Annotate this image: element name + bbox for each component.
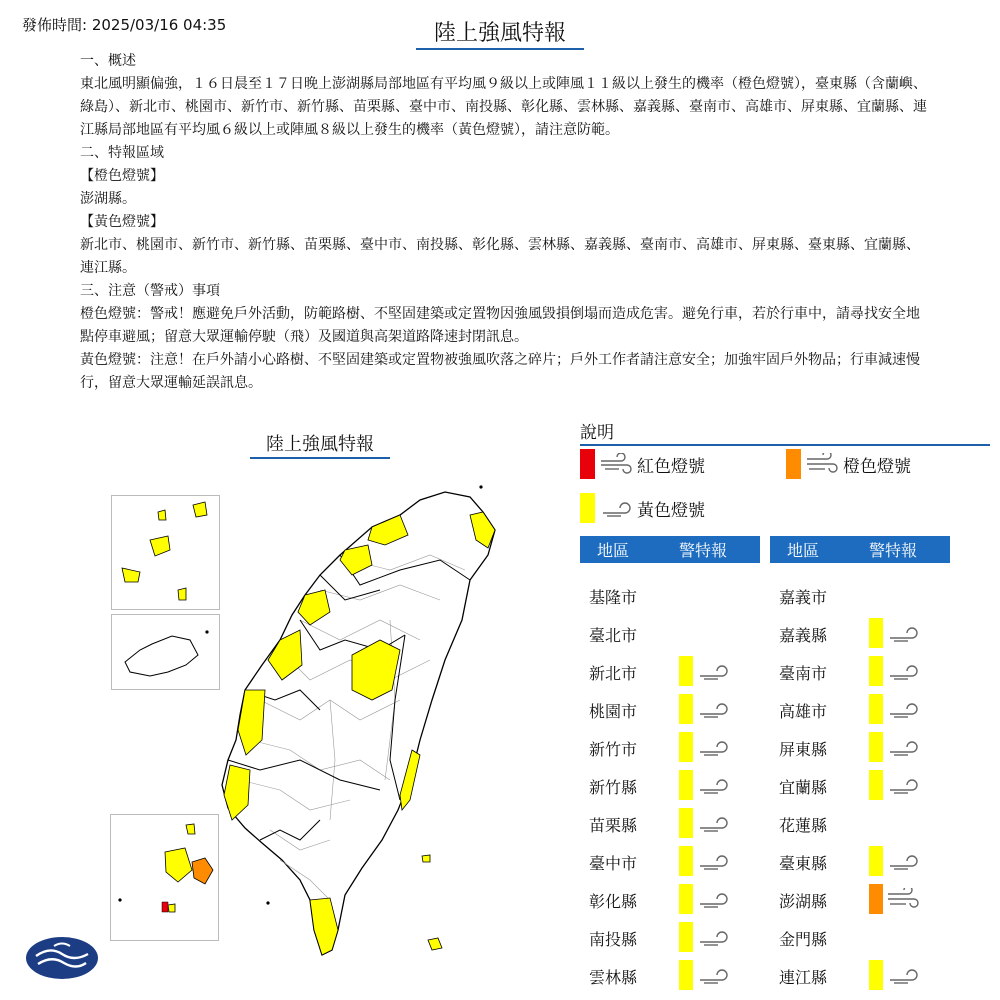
county-row [770, 618, 950, 648]
legend-red-swatch [580, 449, 595, 479]
county-name: 雲林縣 [589, 968, 638, 987]
yellow-zone-matsu-1 [122, 568, 140, 582]
county-name: 金門縣 [779, 930, 828, 949]
orange-label: 【橙色燈號】 [80, 168, 164, 184]
county-name: 基隆市 [589, 588, 638, 607]
county-row [770, 694, 950, 724]
county-name: 臺北市 [589, 626, 638, 645]
warning-level-swatch [679, 732, 693, 762]
col-area-label: 地區 [596, 541, 629, 560]
islet-marker [118, 898, 121, 901]
orange-notice: 橙色燈號：警戒！應避免戶外活動，防範路樹、不堅固建築或定置物因強風毀損倒塌而造成危害。避免行車，若於行車中，請尋找安全地點停車避風；留意大眾運輸停駛（飛）及國道與高架道路降速封閉訊息。 [80, 306, 920, 345]
red-zone-penghu-small [162, 902, 168, 912]
yellow-zone-penghu-2 [186, 824, 195, 834]
county-row [580, 960, 760, 990]
strong-wind-icon [599, 453, 633, 475]
islet-marker [266, 901, 269, 904]
wind-icon [886, 964, 920, 986]
warning-level-swatch [869, 732, 883, 762]
county-name: 臺南市 [779, 664, 828, 683]
county-row [770, 732, 950, 762]
wind-icon [886, 698, 920, 720]
warning-level-swatch [869, 656, 883, 686]
legend-orange-label: 橙色燈號 [843, 456, 911, 477]
warning-level-swatch [869, 770, 883, 800]
orange-areas: 澎湖縣。 [80, 191, 136, 207]
county-name: 桃園市 [589, 702, 638, 721]
county-row [580, 770, 760, 800]
county-name: 苗栗縣 [589, 816, 638, 835]
county-name: 花蓮縣 [779, 816, 828, 835]
warning-level-swatch [679, 846, 693, 876]
legend-yellow-label: 黃色燈號 [637, 500, 705, 521]
page-title: 陸上強風特報 [416, 16, 584, 50]
warning-level-swatch [679, 922, 693, 952]
wind-icon [886, 660, 920, 682]
warning-level-swatch [869, 960, 883, 990]
county-row [580, 580, 760, 610]
issue-time: 發佈時間: 2025/03/16 04:35 [22, 16, 227, 34]
yellow-zone-penghu-3 [168, 904, 175, 912]
strong-wind-icon [886, 888, 920, 910]
county-name: 彰化縣 [589, 892, 638, 911]
county-row [770, 846, 950, 876]
county-row [580, 656, 760, 686]
wind-icon [696, 964, 730, 986]
yellow-zone-matsu-5 [178, 588, 186, 600]
wind-icon [696, 660, 730, 682]
county-name: 臺中市 [589, 854, 638, 873]
yellow-zone-penghu-main [165, 848, 192, 882]
warning-level-swatch [679, 770, 693, 800]
wind-icon [599, 497, 633, 519]
county-name: 宜蘭縣 [779, 778, 828, 797]
yellow-areas: 新北市、桃園市、新竹市、新竹縣、苗栗縣、臺中市、南投縣、彰化縣、雲林縣、嘉義縣、臺南市、高雄市、屏東縣、臺東縣、宜蘭縣、連江縣。 [80, 237, 920, 276]
warning-level-swatch [679, 694, 693, 724]
wind-icon [886, 736, 920, 758]
county-row [770, 580, 950, 610]
county-row [580, 884, 760, 914]
section-heading-notice: 三、注意（警戒）事項 [80, 283, 220, 299]
col-warning-label: 警特報 [678, 541, 727, 560]
county-row [770, 922, 950, 952]
yellow-notice: 黃色燈號：注意！在戶外請小心路樹、不堅固建築或定置物被強風吹落之碎片；戶外工作者請注意安全；加強牢固戶外物品；行車減速慢行，留意大眾運輸延誤訊息。 [80, 352, 920, 391]
county-name: 嘉義市 [779, 588, 828, 607]
county-name: 新竹縣 [589, 778, 638, 797]
county-name: 新竹市 [589, 740, 638, 759]
yellow-zone-matsu-3 [193, 502, 207, 517]
county-row [770, 808, 950, 838]
wind-icon [886, 774, 920, 796]
county-row [770, 656, 950, 686]
legend-red-label: 紅色燈號 [637, 456, 705, 477]
legend-yellow-swatch [580, 493, 595, 523]
wind-icon [696, 774, 730, 796]
warning-level-swatch [679, 884, 693, 914]
county-row [580, 846, 760, 876]
table-header-right [770, 536, 950, 563]
wind-icon [696, 850, 730, 872]
county-name: 新北市 [589, 664, 638, 683]
col-area-label: 地區 [786, 541, 819, 560]
overview-paragraph: 東北風明顯偏強，１６日晨至１７日晚上澎湖縣局部地區有平均風９級以上或陣風１１級以上發生的機率（橙色燈號），臺東縣（含蘭嶼、綠島）、新北市、桃園市、新竹市、新竹縣、苗栗縣、臺中市、南投縣、彰化縣、雲林縣、嘉義縣、臺南市、高雄市、屏東縣、宜蘭縣、連江縣局部地區有平均風６級以上或陣風８級以上發生的機率（黃色燈號），請注意防範。 [80, 76, 927, 138]
wind-icon [696, 926, 730, 948]
county-name: 南投縣 [589, 930, 638, 949]
map-title: 陸上強風特報 [250, 430, 390, 459]
strong-wind-icon [805, 453, 839, 475]
orange-zone-penghu [192, 858, 213, 884]
county-name: 嘉義縣 [779, 626, 828, 645]
county-row [580, 732, 760, 762]
county-row [580, 808, 760, 838]
warning-level-swatch [679, 960, 693, 990]
warning-level-swatch [679, 808, 693, 838]
warning-level-swatch [869, 618, 883, 648]
yellow-label: 【黃色燈號】 [80, 214, 164, 230]
legend-orange-swatch [786, 449, 801, 479]
yellow-zone-matsu-4 [158, 510, 166, 520]
county-row [580, 922, 760, 952]
islet-marker [205, 630, 208, 633]
wind-icon [886, 850, 920, 872]
yellow-zone-lanyu [428, 938, 442, 950]
county-name: 臺東縣 [779, 854, 828, 873]
county-name: 澎湖縣 [779, 892, 828, 911]
county-row [770, 770, 950, 800]
county-row [770, 960, 950, 990]
county-name: 連江縣 [779, 968, 828, 987]
cwa-logo [26, 937, 98, 979]
county-row [580, 694, 760, 724]
kinmen-island [125, 636, 198, 676]
section-heading-overview: 一、概述 [80, 53, 136, 69]
warning-level-swatch [869, 884, 883, 914]
col-warning-label: 警特報 [868, 541, 917, 560]
table-header-left [580, 536, 760, 563]
wind-icon [696, 736, 730, 758]
county-name: 屏東縣 [779, 740, 828, 759]
warning-level-swatch [869, 694, 883, 724]
yellow-zone-matsu-2 [150, 536, 170, 556]
wind-icon [696, 812, 730, 834]
county-row [770, 884, 950, 914]
islet-marker [479, 485, 482, 488]
legend-orange [786, 449, 911, 479]
yellow-zone-greenisland [422, 855, 430, 862]
wind-icon [696, 698, 730, 720]
county-row [580, 618, 760, 648]
county-name: 高雄市 [779, 702, 828, 721]
section-heading-areas: 二、特報區域 [80, 145, 164, 161]
warning-level-swatch [679, 656, 693, 686]
legend-red [580, 449, 705, 479]
wind-icon [886, 622, 920, 644]
legend-yellow [580, 493, 705, 523]
wind-icon [696, 888, 730, 910]
warning-level-swatch [869, 846, 883, 876]
legend-title: 說明 [580, 418, 990, 446]
